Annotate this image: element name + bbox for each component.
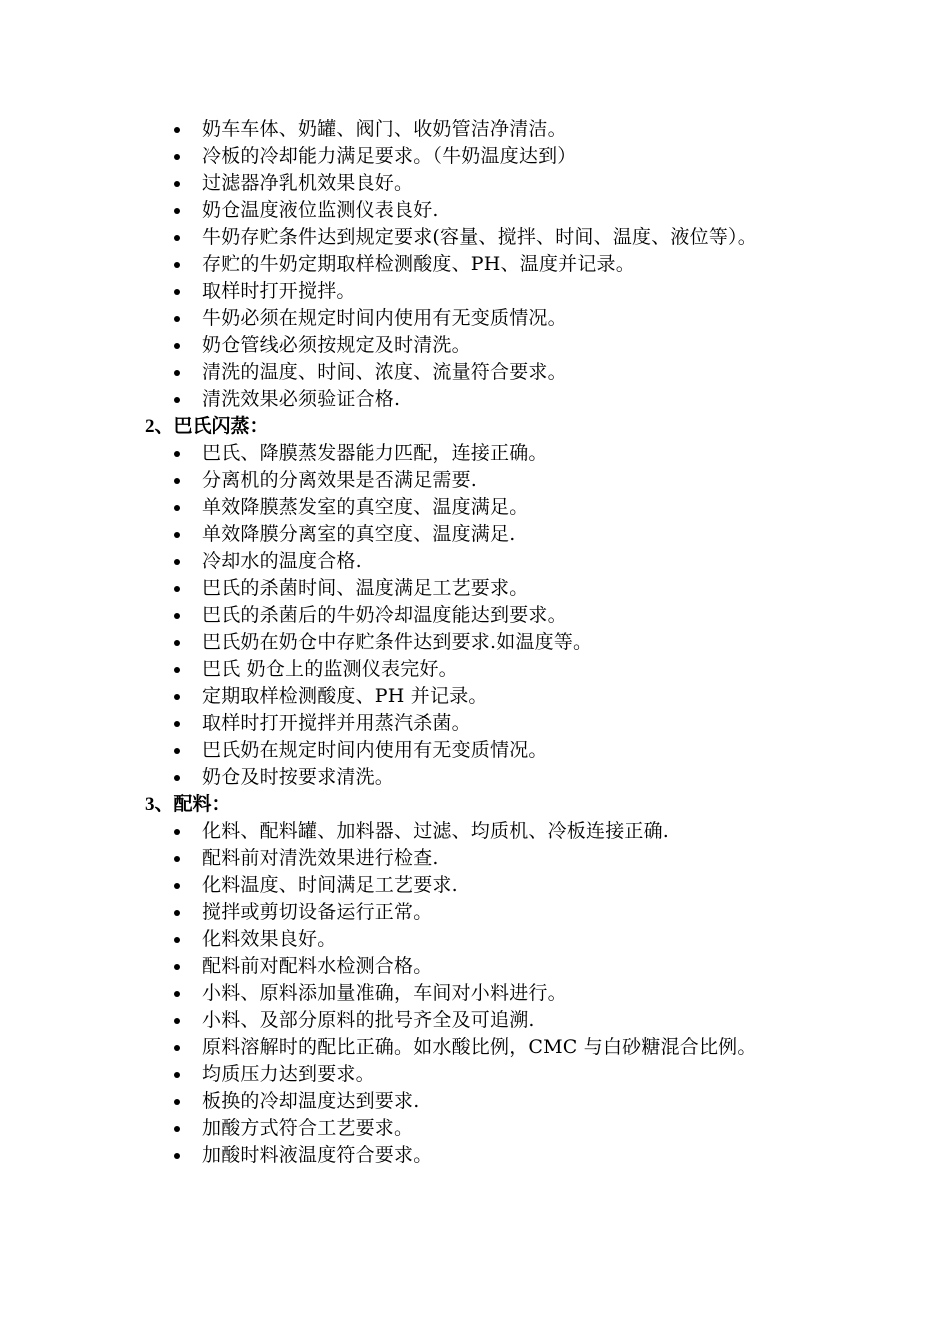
bullet-icon (174, 1018, 180, 1024)
list-item-text: 存贮的牛奶定期取样检测酸度、PH、温度并记录。 (202, 253, 635, 275)
list-item-text: 搅拌或剪切设备运行正常。 (202, 901, 433, 923)
list-item (145, 1088, 812, 1115)
list-item (145, 953, 812, 980)
list-item-text: 配料前对清洗效果进行检查. (202, 847, 439, 869)
bullet-list-pasteurization (145, 440, 815, 791)
list-item (145, 656, 812, 683)
list-item-text: 奶仓及时按要求清洗。 (202, 766, 395, 788)
list-item (145, 332, 812, 359)
list-item-text: 奶仓管线必须按规定及时清洗。 (202, 334, 471, 356)
list-item (145, 1142, 812, 1169)
bullet-icon (174, 829, 180, 835)
bullet-icon (174, 451, 180, 457)
bullet-icon (174, 505, 180, 511)
list-item-text: 小料、及部分原料的批号齐全及可追溯. (202, 1009, 535, 1031)
bullet-icon (174, 667, 180, 673)
list-item (145, 683, 812, 710)
list-item (145, 359, 812, 386)
bullet-icon (174, 964, 180, 970)
bullet-icon (174, 532, 180, 538)
bullet-icon (174, 181, 180, 187)
list-item (145, 197, 812, 224)
bullet-icon (174, 1045, 180, 1051)
list-item-text: 巴氏、降膜蒸发器能力匹配，连接正确。 (202, 442, 548, 464)
bullet-icon (174, 478, 180, 484)
document-body (145, 116, 815, 1169)
list-item-text: 清洗的温度、时间、浓度、流量符合要求。 (202, 361, 567, 383)
list-item-text: 冷板的冷却能力满足要求。（牛奶温度达到） (202, 145, 577, 167)
list-item (145, 548, 812, 575)
list-item (145, 521, 812, 548)
list-item (145, 116, 812, 143)
list-item-text: 定期取样检测酸度、PH 并记录。 (202, 685, 488, 707)
bullet-icon (174, 613, 180, 619)
list-item-text: 板换的冷却温度达到要求. (202, 1090, 420, 1112)
list-item-text: 配料前对配料水检测合格。 (202, 955, 433, 977)
list-item (145, 386, 812, 413)
bullet-icon (174, 343, 180, 349)
list-item-text: 化料、配料罐、加料器、过滤、均质机、冷板连接正确. (202, 820, 670, 842)
list-item (145, 1034, 812, 1061)
list-item-text: 过滤器净乳机效果良好。 (202, 172, 414, 194)
list-item-text: 巴氏 奶仓上的监测仪表完好。 (202, 658, 458, 680)
list-item (145, 278, 812, 305)
bullet-icon (174, 1072, 180, 1078)
list-item (145, 710, 812, 737)
list-item (145, 143, 812, 170)
bullet-icon (174, 775, 180, 781)
bullet-icon (174, 154, 180, 160)
bullet-icon (174, 1153, 180, 1159)
bullet-icon (174, 208, 180, 214)
section-heading-batching: 3、配料： (145, 794, 231, 815)
list-item-text: 加酸时料液温度符合要求。 (202, 1144, 433, 1166)
bullet-icon (174, 937, 180, 943)
list-item-text: 清洗效果必须验证合格. (202, 388, 401, 410)
bullet-icon (174, 127, 180, 133)
list-item (145, 737, 812, 764)
list-item (145, 305, 812, 332)
list-item-text: 分离机的分离效果是否满足需要. (202, 469, 478, 491)
list-item (145, 602, 812, 629)
bullet-icon (174, 748, 180, 754)
list-item (145, 764, 812, 791)
list-item (145, 575, 812, 602)
list-item-text: 化料效果良好。 (202, 928, 337, 950)
list-item (145, 899, 812, 926)
section-heading-pasteurization: 2、巴氏闪蒸： (145, 416, 269, 437)
list-item-text: 单效降膜分离室的真空度、温度满足. (202, 523, 516, 545)
list-item-text: 巴氏奶在规定时间内使用有无变质情况。 (202, 739, 548, 761)
list-item-text: 取样时打开搅拌并用蒸汽杀菌。 (202, 712, 471, 734)
list-item-text: 化料温度、时间满足工艺要求. (202, 874, 458, 896)
bullet-icon (174, 316, 180, 322)
bullet-icon (174, 235, 180, 241)
list-item-text: 加酸方式符合工艺要求。 (202, 1117, 414, 1139)
list-item (145, 494, 812, 521)
list-item (145, 251, 812, 278)
list-item (145, 845, 812, 872)
bullet-icon (174, 559, 180, 565)
list-item (145, 818, 812, 845)
bullet-icon (174, 991, 180, 997)
list-item (145, 629, 812, 656)
list-item-text: 均质压力达到要求。 (202, 1063, 375, 1085)
list-item (145, 872, 812, 899)
bullet-icon (174, 721, 180, 727)
list-item-text: 牛奶存贮条件达到规定要求(容量、搅拌、时间、温度、液位等）。 (202, 226, 757, 248)
bullet-icon (174, 640, 180, 646)
bullet-list-batching (145, 818, 815, 1169)
list-item (145, 980, 812, 1007)
list-item (145, 467, 812, 494)
bullet-icon (174, 694, 180, 700)
list-item (145, 1007, 812, 1034)
list-item-text: 奶车车体、奶罐、阀门、收奶管洁净清洁。 (202, 118, 567, 140)
list-item (145, 1115, 812, 1142)
list-item-text: 牛奶必须在规定时间内使用有无变质情况。 (202, 307, 567, 329)
list-item-text: 巴氏的杀菌后的牛奶冷却温度能达到要求。 (202, 604, 567, 626)
list-item (145, 926, 812, 953)
list-item-text: 小料、原料添加量准确，车间对小料进行。 (202, 982, 567, 1004)
list-item-text: 单效降膜蒸发室的真空度、温度满足。 (202, 496, 529, 518)
list-item (145, 440, 812, 467)
list-item-text: 巴氏的杀菌时间、温度满足工艺要求。 (202, 577, 529, 599)
bullet-icon (174, 289, 180, 295)
bullet-icon (174, 1099, 180, 1105)
bullet-icon (174, 370, 180, 376)
bullet-icon (174, 856, 180, 862)
list-item-text: 奶仓温度液位监测仪表良好. (202, 199, 439, 221)
list-item (145, 1061, 812, 1088)
list-item-text: 冷却水的温度合格. (202, 550, 362, 572)
bullet-icon (174, 910, 180, 916)
bullet-list-raw-milk (145, 116, 815, 413)
list-item-text: 取样时打开搅拌。 (202, 280, 356, 302)
list-item (145, 224, 812, 251)
bullet-icon (174, 1126, 180, 1132)
bullet-icon (174, 586, 180, 592)
bullet-icon (174, 262, 180, 268)
list-item-text: 巴氏奶在奶仓中存贮条件达到要求.如温度等。 (202, 631, 593, 653)
list-item-text: 原料溶解时的配比正确。如水酸比例，CMC 与白砂糖混合比例。 (202, 1036, 757, 1058)
bullet-icon (174, 883, 180, 889)
list-item (145, 170, 812, 197)
bullet-icon (174, 397, 180, 403)
